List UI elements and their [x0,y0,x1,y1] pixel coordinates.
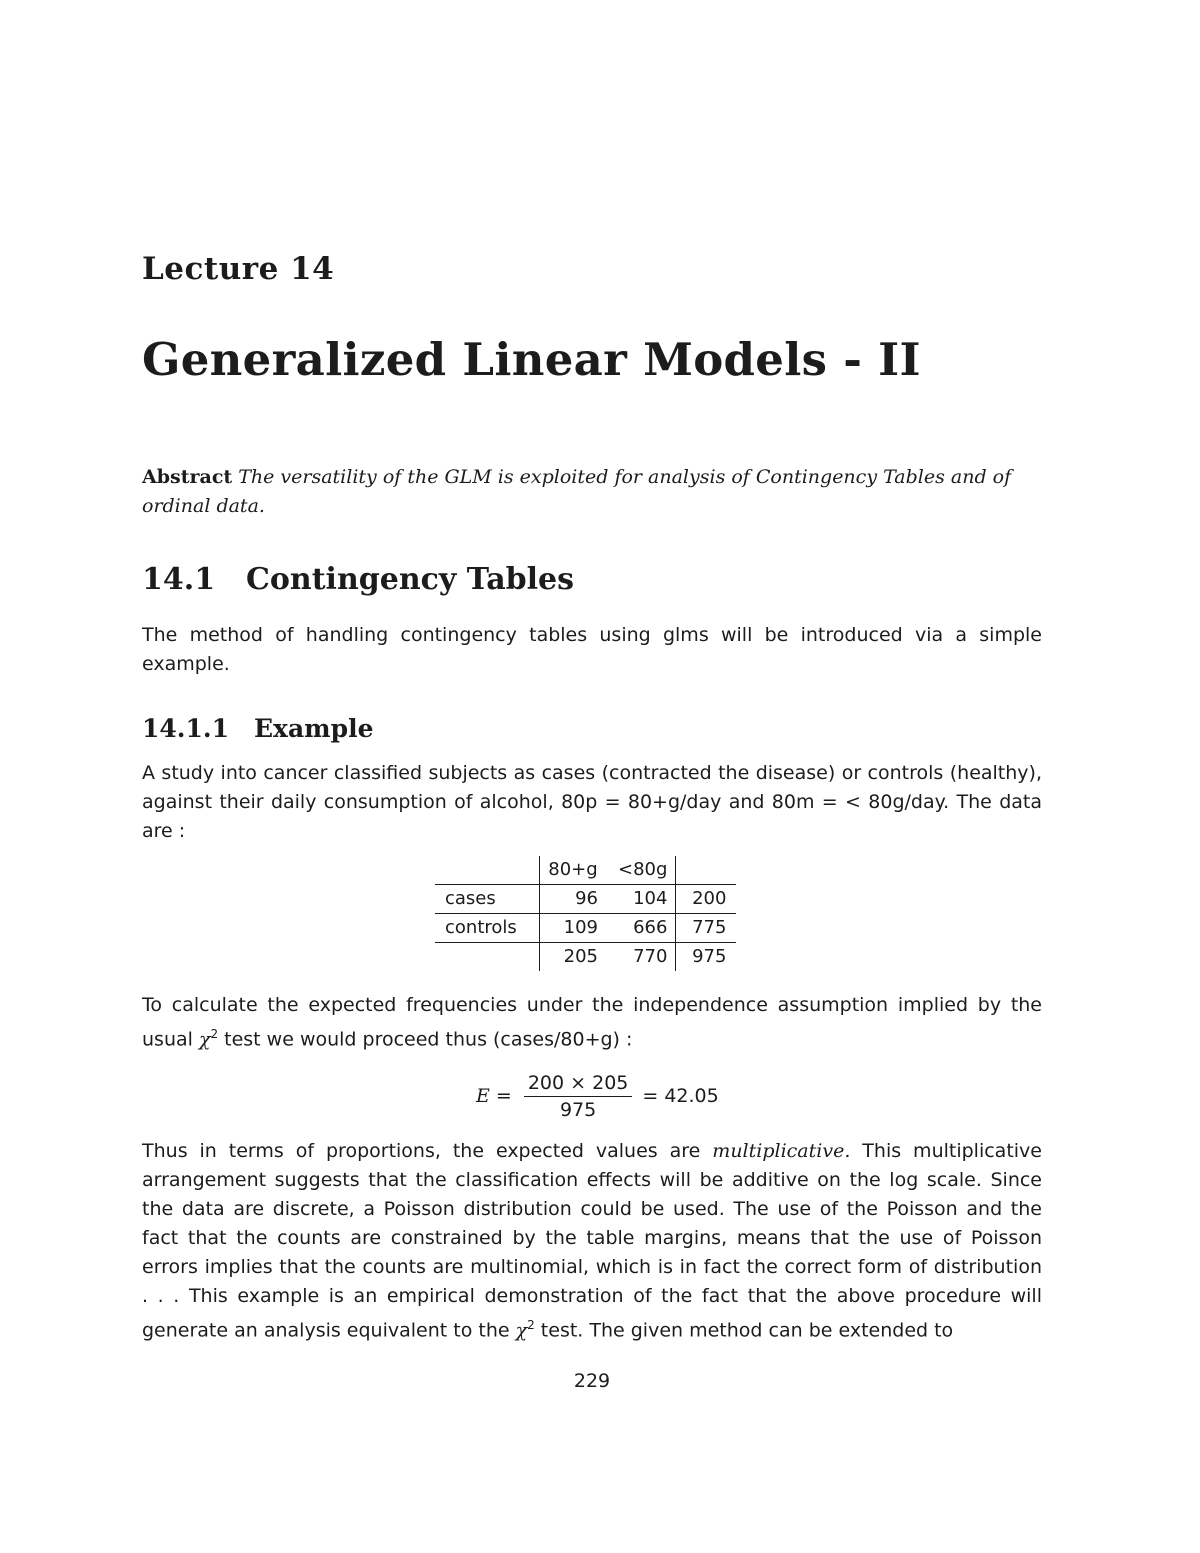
table-cell: 109 [540,914,611,943]
lecture-title: Generalized Linear Models - II [142,333,921,386]
table-totals-row [435,943,736,972]
conclusion-text [142,1137,1042,1345]
contingency-table [435,856,736,971]
equation-fraction [524,1072,633,1121]
chi-symbol: χ [515,1319,528,1342]
expected-value-equation [142,1066,1042,1126]
table-header-row [435,856,736,885]
conclusion-emphasis: multiplicative. [712,1140,851,1162]
section-title: Contingency Tables [246,562,575,597]
table-header-total-cell [676,856,737,885]
subsection-number: 14.1.1 [142,714,229,743]
table-header-cell: <80g [618,859,668,880]
conclusion-part1: Thus in terms of proportions, the expected values are [142,1140,713,1162]
abstract [142,463,1042,521]
table-row-label [435,943,540,972]
expected-frequencies-text [142,991,1042,1054]
section-heading [142,562,574,597]
example-text: A study into cancer classified subjects as cases (contracted the disease) or controls (healthy), against their daily consumption of alcohol, 80p = 80+g/day and 80m = < 80g/day. The data are : [142,762,1042,842]
expected-text-part2: test we would proceed thus (cases/80+g) : [218,1028,633,1051]
table-cell: 104 [610,885,676,914]
equation-denominator: 975 [559,1098,597,1121]
table-grand-total: 975 [676,943,737,972]
abstract-body: The versatility of the GLM is exploited for analysis of Contingency Tables and of ordinal data. [142,466,1012,517]
conclusion-part3: test. The given method can be extended to [534,1319,954,1342]
section-number: 14.1 [142,562,216,597]
equation-rhs: = 42.05 [642,1085,719,1107]
document-page [142,0,1042,1553]
table-column-total: 770 [610,943,676,972]
table-row [435,885,736,914]
table-cell: 666 [610,914,676,943]
table-header-cell: 80+g [540,856,611,885]
table-cell: 96 [540,885,611,914]
equation-numerator: 200 × 205 [524,1072,633,1097]
table-row-label: cases [435,885,540,914]
page-number: 229 [573,1370,611,1392]
chi-superscript: 2 [527,1318,535,1332]
subsection-heading [142,714,374,743]
chi-superscript: 2 [210,1027,219,1041]
lecture-label: Lecture 14 [142,251,335,287]
expected-text-part1: To calculate the expected frequencies under the independence assumption implied by the usual [142,994,1042,1051]
subsection-title: Example [254,714,374,743]
table-row-total: 775 [676,914,737,943]
table-corner-cell [435,856,540,885]
table-row [435,914,736,943]
abstract-heading: Abstract [142,466,233,488]
conclusion-part2: This multiplicative arrangement suggests that the classification effects will be additive on the log scale. Since the data are discrete, a Poisson distribution could be used. The use of the Poisson and the fact that the counts are constrained by the table margins, means that the use of Poisson errors implies that the counts are multinomial, which is in fact the correct form of distribution . . . This example is an empirical demonstration of the fact that the above procedure will generate an analysis equivalent to the [142,1140,1042,1342]
section-intro: The method of handling contingency tables using glms will be introduced via a simple example. [142,624,1042,675]
table-row-label: controls [435,914,540,943]
table-column-total: 205 [540,943,611,972]
table-row-total: 200 [676,885,737,914]
equation-lhs: E = [476,1085,512,1107]
chi-symbol: χ [198,1028,211,1051]
